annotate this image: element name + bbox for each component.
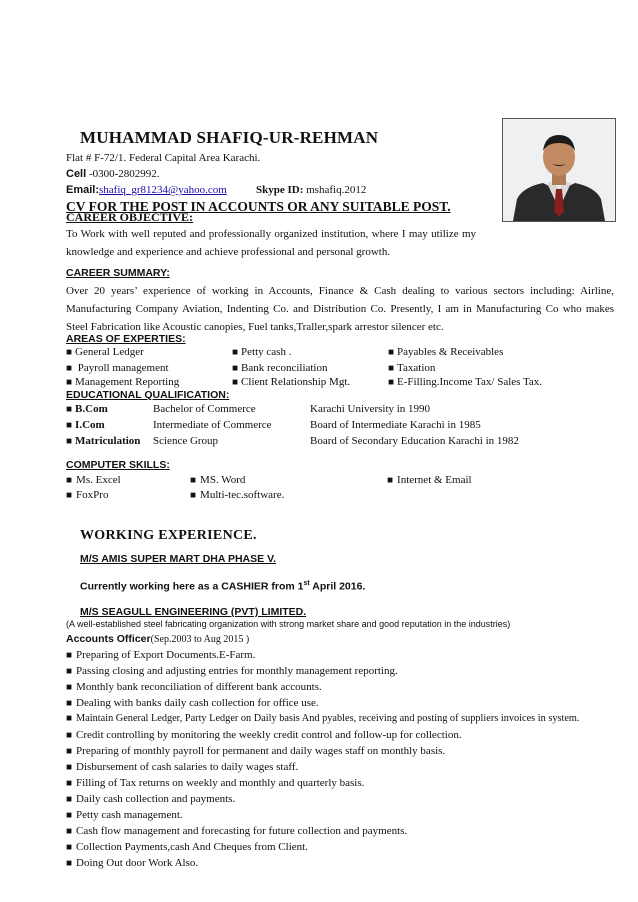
address: Flat # F-72/1. Federal Capital Area Karachi. (66, 152, 261, 164)
job1-sup: st (303, 580, 310, 587)
duty-item: ■ Passing closing and adjusting entries for monthly management reporting. (66, 665, 398, 677)
duty-item: ■ Monthly bank reconciliation of different bank accounts. (66, 681, 322, 693)
expertise-item: ■ Bank reconciliation (232, 362, 328, 374)
skype-value: mshafiq.2012 (303, 184, 367, 196)
duty-item: ■ Preparing of Export Documents.E-Farm. (66, 649, 255, 661)
job2-description: (A well-established steel fabricating organization with strong market share and good reputation in the industries) (66, 619, 511, 629)
cell-line (66, 168, 160, 180)
job1-position (80, 580, 365, 593)
duty-item: ■ Doing Out door Work Also. (66, 857, 198, 869)
career-objective-text: To Work with well reputed and professionally organized institution, where I may utilize my knowledge and experience and achieve professional and personal growth. (66, 228, 476, 258)
skype-label: Skype ID: (256, 184, 304, 196)
computer-skills-heading: COMPUTER SKILLS: (66, 459, 170, 471)
job2-role: Accounts Officer (66, 633, 151, 645)
career-objective-heading: CAREER OBJECTIVE: (66, 210, 194, 224)
education-board: Board of Secondary Education Karachi in 1982 (310, 435, 519, 447)
education-board: Karachi University in 1990 (310, 403, 431, 415)
duty-item: ■ Credit controlling by monitoring the weekly credit control and follow-up for collection. (66, 729, 462, 741)
job1-line-b: April 2016. (309, 580, 366, 593)
profile-photo (502, 118, 616, 222)
job1-line-a: Currently working here as a CASHIER from 1 (80, 580, 304, 593)
person-portrait-icon (503, 119, 615, 221)
job1-company: M/S AMIS SUPER MART DHA PHASE V. (80, 553, 277, 565)
expertise-item: ■ General Ledger (66, 346, 144, 358)
skype-line (256, 184, 366, 196)
duty-item: ■ Disbursement of cash salaries to daily wages staff. (66, 761, 298, 773)
education-degree: ■ B.Com (66, 403, 108, 415)
education-degree: ■ Matriculation (66, 435, 140, 447)
skill-item: ■ Internet & Email (387, 474, 472, 486)
skill-item: ■ FoxPro (66, 489, 108, 501)
expertise-item: ■ E-Filling.Income Tax/ Sales Tax. (388, 376, 542, 388)
job2-role-line (66, 633, 249, 645)
duty-item: ■ Preparing of monthly payroll for permanent and daily wages staff on monthly basis. (66, 745, 445, 757)
email-label: Email: (66, 184, 100, 196)
education-degree: ■ I.Com (66, 419, 105, 431)
duty-item: ■ Filling of Tax returns on weekly and monthly and quarterly basis. (66, 777, 364, 789)
cell-label: Cell (66, 168, 87, 180)
skill-item: ■ Ms. Excel (66, 474, 121, 486)
email-line (66, 184, 227, 196)
expertise-item: ■ Payroll management (66, 362, 169, 374)
cell-value: -0300-2802992. (86, 168, 160, 180)
expertise-item: ■ Management Reporting (66, 376, 179, 388)
expertise-item: ■ Client Relationship Mgt. (232, 376, 350, 388)
job2-company: M/S SEAGULL ENGINEERING (PVT) LIMITED. (80, 606, 307, 618)
email-link[interactable]: shafiq_gr81234@yahoo.com (99, 184, 227, 196)
duty-item: ■ Daily cash collection and payments. (66, 793, 235, 805)
expertise-item: ■ Taxation (388, 362, 435, 374)
duty-item: ■ Collection Payments,cash And Cheques from Client. (66, 841, 308, 853)
cv-title: CV FOR THE POST IN ACCOUNTS OR ANY SUITABLE POST. (66, 199, 451, 214)
expertise-item: ■ Payables & Receivables (388, 346, 503, 358)
duty-item: ■ Dealing with banks daily cash collection for office use. (66, 697, 319, 709)
expertise-item: ■ Petty cash . (232, 346, 291, 358)
skill-item: ■ MS. Word (190, 474, 245, 486)
candidate-name: MUHAMMAD SHAFIQ-UR-REHMAN (80, 128, 379, 147)
expertise-heading: AREAS OF EXPERTIES: (66, 333, 186, 345)
skill-item: ■ Multi-tec.software. (190, 489, 284, 501)
education-title: Science Group (153, 435, 219, 447)
career-summary-heading: CAREER SUMMARY: (66, 267, 170, 279)
job2-dates: (Sep.2003 to Aug 2015 ) (150, 634, 250, 645)
duty-item: ■ Maintain General Ledger, Party Ledger on Daily basis And pyables, receiving and posting of suppliers invoices in system. (66, 713, 580, 724)
career-summary-text: Over 20 years’ experience of working in Accounts, Finance & Cash dealing to various sectors including: Airline, Manufacturing Company Aviation, Indenting Co. and Distribution Co. Presently, I am in Manufacturing Co who makes Steel Fabrication like Acoustic canopies, Fuel tanks,Traller,spark arrestor silencer etc. (66, 285, 614, 333)
education-title: Intermediate of Commerce (153, 419, 272, 431)
duty-item: ■ Petty cash management. (66, 809, 183, 821)
duty-item: ■ Cash flow management and forecasting for future collection and payments. (66, 825, 407, 837)
education-board: Board of Intermediate Karachi in 1985 (310, 419, 481, 431)
education-heading: EDUCATIONAL QUALIFICATION: (66, 389, 230, 401)
education-title: Bachelor of Commerce (153, 403, 256, 415)
working-experience-heading: WORKING EXPERIENCE. (80, 528, 257, 543)
